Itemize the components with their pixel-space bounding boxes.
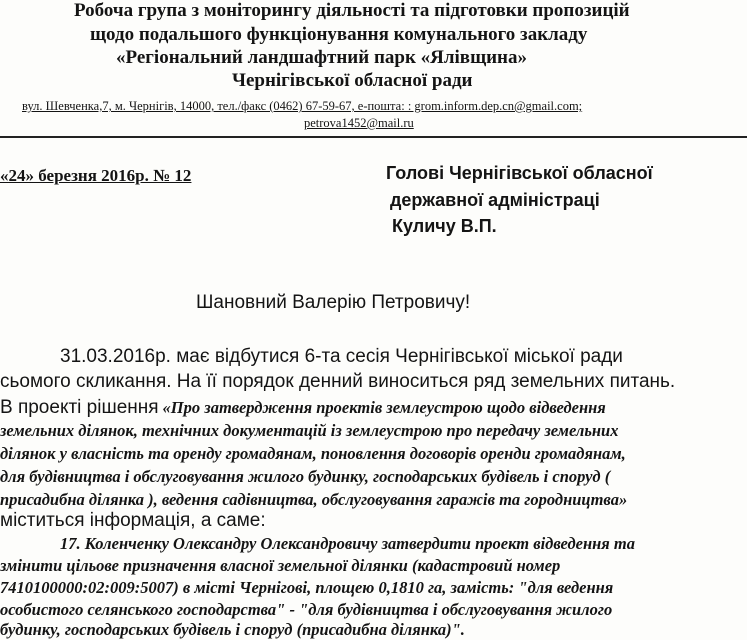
greeting: Шановний Валерію Петровичу! [196,292,471,313]
item-17-line: змінити цільове призначення власної земельної ділянки (кадастровий номер [0,556,561,575]
letterhead-line-3: «Регіональний ландшафтний парк «Ялівщина» [116,47,528,68]
letterhead-line-4: Чернігівської обласної ради [232,70,473,91]
recipient-line-1: Голові Чернігівської обласної [386,163,653,183]
letterhead-email: petrova1452@mail.ru [304,116,414,130]
decision-title-line: ділянок у власність та оренду громадянам, поновлення договорів оренди громадянам, [0,444,626,463]
paragraph-text: В проекті рішення [0,397,159,418]
recipient-line-3: Куличу В.П. [392,216,497,236]
letter-date-number: «24» березня 2016р. № 12 [0,166,192,185]
item-17-line: будинку, господарських будівель і споруд (присадибна ділянка)". [0,620,465,639]
letterhead-line-1: Робоча група з моніторингу діяльності та підготовки пропозицій [74,0,630,21]
letterhead-address: вул. Шевченка,7, м. Чернігів, 14000, тел./факс (0462) 67-59-67, е-пошта: : grom.inform.dep.cn@gmail.com; [22,99,583,113]
item-17-line: 17. Коленченку Олександру Олександровичу затвердити проект відведення та [60,534,635,553]
item-17-line: особистого селянського господарства" - "для будівництва і обслуговування жилого [0,600,613,619]
letterhead-line-2: щодо подальшого функціонування комунального закладу [90,24,588,45]
decision-title-line: для будівництва і обслуговування жилого будинку, господарських будівель і споруд ( [0,467,611,486]
header-rule [0,136,747,138]
paragraph-line: 31.03.2016р. має відбутися 6-та сесія Чернігівської міської ради [60,346,623,367]
item-17-line: 7410100000:02:009:5007) в місті Чернігові, площею 0,1810 га, замість: "для ведення [0,578,614,597]
decision-title-start: «Про затвердження проектів землеустрою щодо відведення [162,398,606,417]
decision-title-line: присадибна ділянка ), ведення садівництва, обслуговування гаражів та городництва» [0,490,628,509]
recipient-line-2: державної адміністраці [390,190,600,210]
paragraph-line [0,395,606,420]
paragraph-line: міститься інформація, а саме: [0,510,266,531]
paragraph-line: сьомого скликання. На її порядок денний виноситься ряд земельних питань. [0,371,676,392]
decision-title-line: земельних ділянок, технічних документацій із землеустрою про передачу земельних [0,421,619,440]
